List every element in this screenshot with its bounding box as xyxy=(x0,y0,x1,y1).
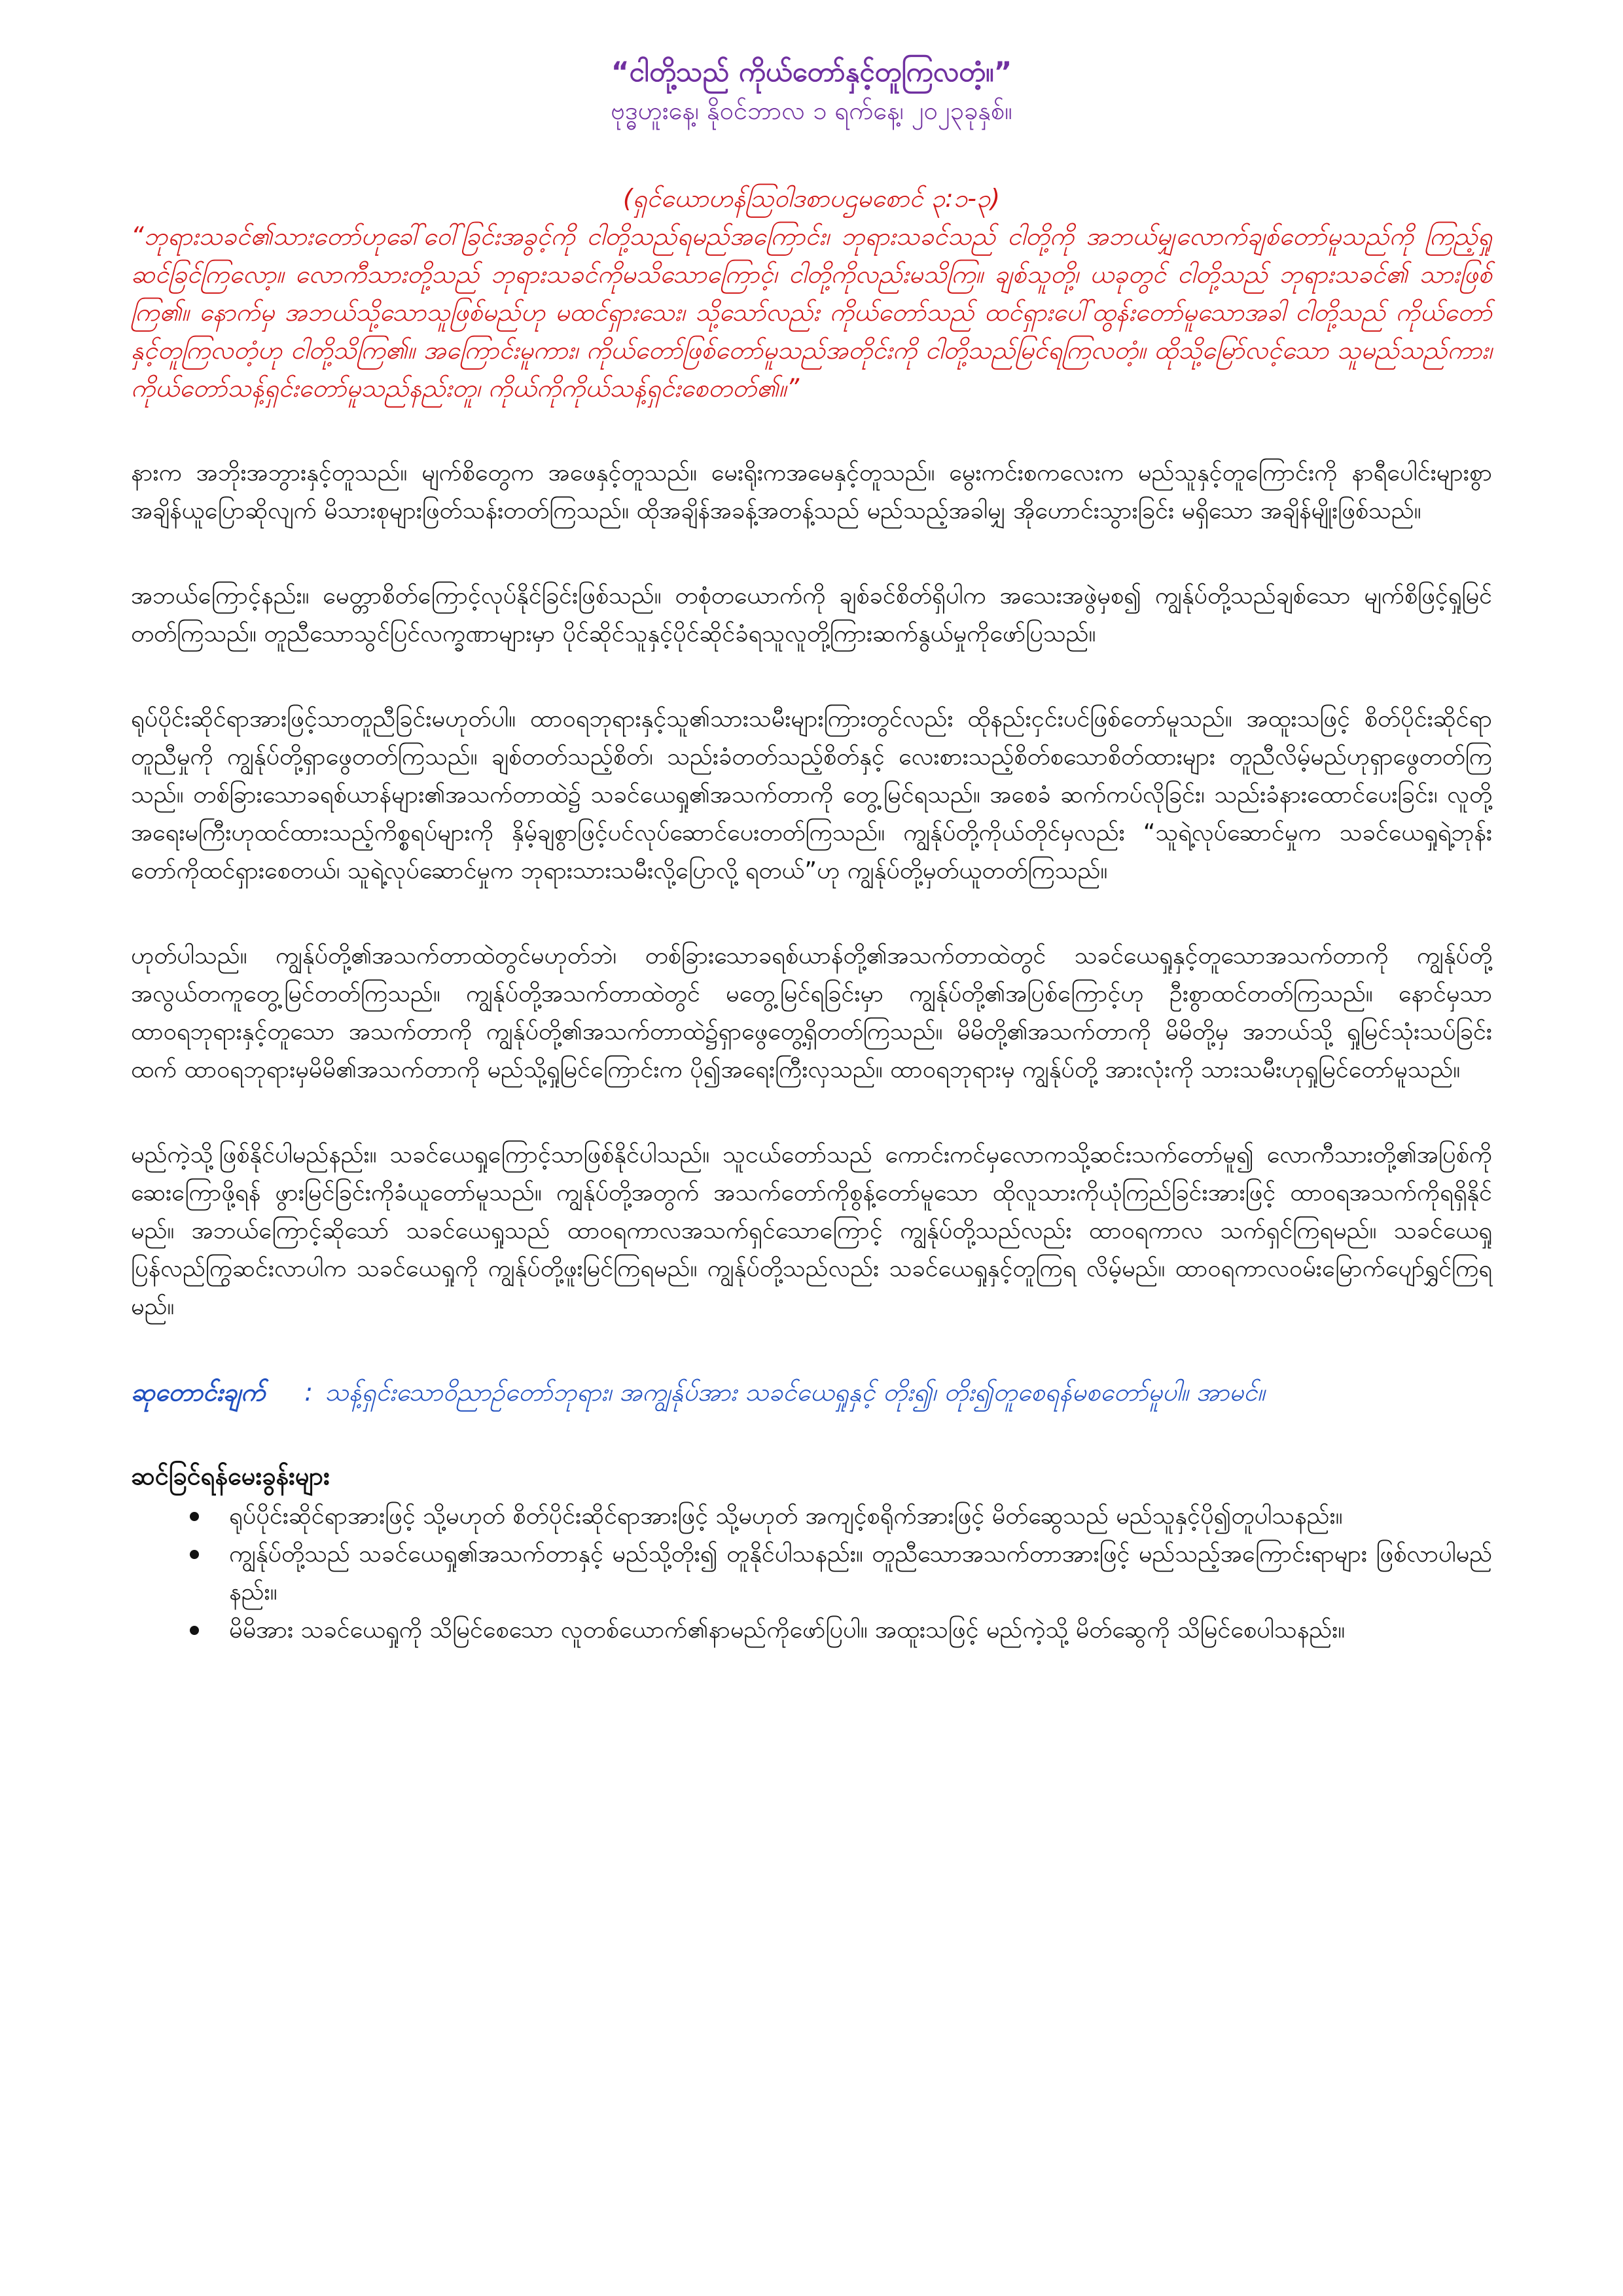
page-date: ဗုဒ္ဓဟူးနေ့၊ နိုဝင်ဘာလ ၁ ရက်နေ့၊ ၂၀၂၃ခုနှစ်။ xyxy=(611,96,1012,125)
body-paragraph-3: ရုပ်ပိုင်းဆိုင်ရာအားဖြင့်သာတူညီခြင်းမဟုတ်ပါ။ ထာဝရဘုရားနှင့်သူ၏သားသမီးများကြားတွင်လည်း ထိုနည်းငှင်းပင်ဖြစ်တော်မူသည်။ အထူးသဖြင့် စိတ်ပိုင်းဆိုင်ရာတူညီမှုကို ကျွန်ုပ်တို့ရှာဖွေတတ်ကြသည်။ ချစ်တတ်သည့်စိတ်၊ သည်းခံတတ်သည့်စိတ်နှင့် လေးစားသည့်စိတ်စသောစိတ်ထားများ တူညီလိမ့်မည်ဟုရှာဖွေတတ်ကြသည်။ တစ်ခြားသောခရစ်ယာန်များ၏အသက်တာထဲ၌ သခင်ယေရှု၏အသက်တာကို တွေ့မြင်ရသည်။ အစေခံ ဆက်ကပ်လိုခြင်း၊ သည်းခံနားထောင်ပေးခြင်း၊ လူတို့အရေးမကြီးဟုထင်ထားသည့်ကိစ္စရပ်များကို နှိမ့်ချစွာဖြင့်ပင်လုပ်ဆောင်ပေးတတ်ကြသည်။ ကျွန်ုပ်တို့ကိုယ်တိုင်မှလည်း “သူရဲ့လုပ်ဆောင်မှုက သခင်ယေရှုရဲ့ဘုန်းတော်ကိုထင်ရှားစေတယ်၊ သူရဲ့လုပ်ဆောင်မှုက ဘုရားသားသမီးလို့ပြောလို့ ရတယ်”ဟု ကျွန်ုပ်တို့မှတ်ယူတတ်ကြသည်။ xyxy=(131,706,1492,884)
body-paragraph-5: မည်ကဲ့သို့ဖြစ်နိုင်ပါမည်နည်း။ သခင်ယေရှုကြောင့်သာဖြစ်နိုင်ပါသည်။ သူငယ်တော်သည် ကောင်းကင်မှလောကသို့ဆင်းသက်တော်မူ၍ လောကီသားတို့၏အပြစ်ကိုဆေးကြောဖို့ရန် ဖွားမြင်ခြင်းကိုခံယူတော်မူသည်။ ကျွန်ုပ်တို့အတွက် အသက်တော်ကိုစွန့်တော်မူသော ထိုလူသားကိုယုံကြည်ခြင်းအားဖြင့် ထာဝရအသက်ကိုရရှိနိုင်မည်။ အဘယ်ကြောင့်ဆိုသော် သခင်ယေရှုသည် ထာဝရကာလအသက်ရှင်သောကြောင့် ကျွန်ုပ်တို့သည်လည်း ထာဝရကာလ သက်ရှင်ကြရမည်။ သခင်ယေရှုပြန်လည်ကြွဆင်းလာပါက သခင်ယေရှုကို ကျွန်ုပ်တို့ဖူးမြင်ကြရမည်။ ကျွန်ုပ်တို့သည်လည်း သခင်ယေရှုနှင့်တူကြရ လိမ့်မည်။ ထာဝရကာလဝမ်းမြောက်ပျော်ရွှင်ကြရမည်။ xyxy=(131,1141,1492,1320)
body-paragraph-2: အဘယ်ကြောင့်နည်း။ မေတ္တာစိတ်ကြောင့်လုပ်နိုင်ခြင်းဖြစ်သည်။ တစုံတယောက်ကို ချစ်ခင်စိတ်ရှိပါက အသေးအဖွဲမှစ၍ ကျွန်ုပ်တို့သည်ချစ်သော မျက်စိဖြင့်ရှုမြင်တတ်ကြသည်။ တူညီသောသွင်ပြင်လက္ခဏာများမှာ ပိုင်ဆိုင်သူနှင့်ပိုင်ဆိုင်ခံရသူလူတို့ကြားဆက်နွယ်မှုကိုဖော်ပြသည်။ xyxy=(131,583,1492,647)
body-paragraph-1: နားက အဘိုးအဘွားနှင့်တူသည်။ မျက်စိတွေက အဖေနှင့်တူသည်။ မေးရိုးကအမေနှင့်တူသည်။ မွေးကင်းစကလေးက မည်သူနှင့်တူကြောင်းကို နာရီပေါင်းများစွာအချိန်ယူပြောဆိုလျက် မိသားစုများဖြတ်သန်းတတ်ကြသည်။ ထိုအချိန်အခန့်အတန့်သည် မည်သည့်အခါမျှ အိုဟောင်းသွားခြင်း မရှိသော အချိန်မျိုးဖြစ်သည်။ xyxy=(131,459,1492,524)
questions-list xyxy=(131,1498,1492,1649)
bullet-icon xyxy=(190,1512,199,1521)
list-item xyxy=(190,1611,1492,1649)
bullet-icon xyxy=(190,1550,199,1559)
prayer-label: ဆုတောင်းချက် xyxy=(131,1378,266,1407)
scripture-reference: (ရှင်ယောဟန်ဩဝါဒစာပဌမစောင် ၃:၁-၃) xyxy=(622,184,1001,213)
page-title: “ငါတို့သည် ကိုယ်တော်နှင့်တူကြလတံ့။” xyxy=(611,56,1012,88)
list-item xyxy=(190,1535,1492,1611)
question-text: မိမိအား သခင်ယေရှုကို သိမြင်စေသော လူတစ်ယောက်၏နာမည်ကိုဖော်ပြပါ။ အထူးသဖြင့် မည်ကဲ့သို့ မိတ်ဆွေကို သိမြင်စေပါသနည်း။ xyxy=(229,1617,1346,1643)
body-paragraph-4: ဟုတ်ပါသည်။ ကျွန်ုပ်တို့၏အသက်တာထဲတွင်မဟုတ်ဘဲ၊ တစ်ခြားသောခရစ်ယာန်တို့၏အသက်တာထဲတွင် သခင်ယေရှုနှင့်တူသောအသက်တာကို ကျွန်ုပ်တို့ အလွယ်တကူတွေ့မြင်တတ်ကြသည်။ ကျွန်ုပ်တို့အသက်တာထဲတွင် မတွေ့မြင်ရခြင်းမှာ ကျွန်ုပ်တို့၏အပြစ်ကြောင့်ဟု ဦးစွာထင်တတ်ကြသည်။ နောင်မှသာ ထာဝရဘုရားနှင့်တူသော အသက်တာကို ကျွန်ုပ်တို့၏အသက်တာထဲ၌ရှာဖွေတွေ့ရှိတတ်ကြသည်။ မိမိတို့၏အသက်တာကို မိမိတို့မှ အဘယ်သို့ ရှုမြင်သုံးသပ်ခြင်းထက် ထာဝရဘုရားမှမိမိ၏အသက်တာကို မည်သို့ရှုမြင်ကြောင်းက ပို၍အရေးကြီးလှသည်။ ထာဝရဘုရားမှ ကျွန်ုပ်တို့ အားလုံးကို သားသမီးဟုရှုမြင်တော်မူသည်။ xyxy=(131,942,1492,1083)
scripture-text: “ဘုရားသခင်၏သားတော်ဟုခေါ်ဝေါ်ခြင်းအခွင့်ကို ငါတို့သည်ရမည်အကြောင်း၊ ဘုရားသခင်သည် ငါတို့ကို အဘယ်မျှလောက်ချစ်တော်မူသည်ကို ကြည့်ရှုဆင်ခြင်ကြလော့။ လောကီသားတို့သည် ဘုရားသခင်ကိုမသိသောကြောင့်၊ ငါတို့ကိုလည်းမသိကြ။ ချစ်သူတို့၊ ယခုတွင် ငါတို့သည် ဘုရားသခင်၏ သားဖြစ်ကြ၏။ နောက်မှ အဘယ်သို့သောသူဖြစ်မည်ဟု မထင်ရှားသေး၊ သို့သော်လည်း ကိုယ်တော်သည် ထင်ရှားပေါ်ထွန်းတော်မူသောအခါ ငါတို့သည် ကိုယ်တော်နှင့်တူကြလတံ့ဟု ငါတို့သိကြ၏။ အကြောင်းမူကား၊ ကိုယ်တော်ဖြစ်တော်မူသည်အတိုင်းကို ငါတို့သည်မြင်ရကြလတံ့။ ထိုသို့မြော်လင့်သော သူမည်သည်ကား၊ ကိုယ်တော်သန့်ရှင်းတော်မူသည်နည်းတူ၊ ကိုယ်ကိုကိုယ်သန့်ရှင်းစေတတ်၏။” xyxy=(131,222,1492,403)
question-text: ကျွန်ုပ်တို့သည် သခင်ယေရှု၏အသက်တာနှင့် မည်သို့တိုး၍ တူနိုင်ပါသနည်း။ တူညီသောအသက်တာအားဖြင့် မည်သည့်အကြောင်းရာများ ဖြစ်လာပါမည်နည်း။ xyxy=(229,1541,1492,1605)
list-item xyxy=(190,1498,1492,1535)
questions-heading: ဆင်ခြင်ရန်မေးခွန်းများ xyxy=(131,1462,330,1490)
prayer-section xyxy=(131,1373,1492,1411)
question-text: ရုပ်ပိုင်းဆိုင်ရာအားဖြင့် သို့မဟုတ် စိတ်ပိုင်းဆိုင်ရာအားဖြင့် သို့မဟုတ် အကျင့်စရိုက်အားဖြင့် မိတ်ဆွေသည် မည်သူနှင့်ပို၍တူပါသနည်း။ xyxy=(229,1503,1343,1530)
prayer-text: သန့်ရှင်းသောဝိညာဉ်တော်ဘုရား၊ အကျွန်ုပ်အား သခင်ယေရှုနှင့် တိုး၍၊ တိုး၍တူစေရန်မစတော်မူပါ။ အာမင်။ xyxy=(325,1378,1265,1407)
prayer-colon: : xyxy=(304,1378,313,1407)
bullet-icon xyxy=(190,1626,199,1635)
